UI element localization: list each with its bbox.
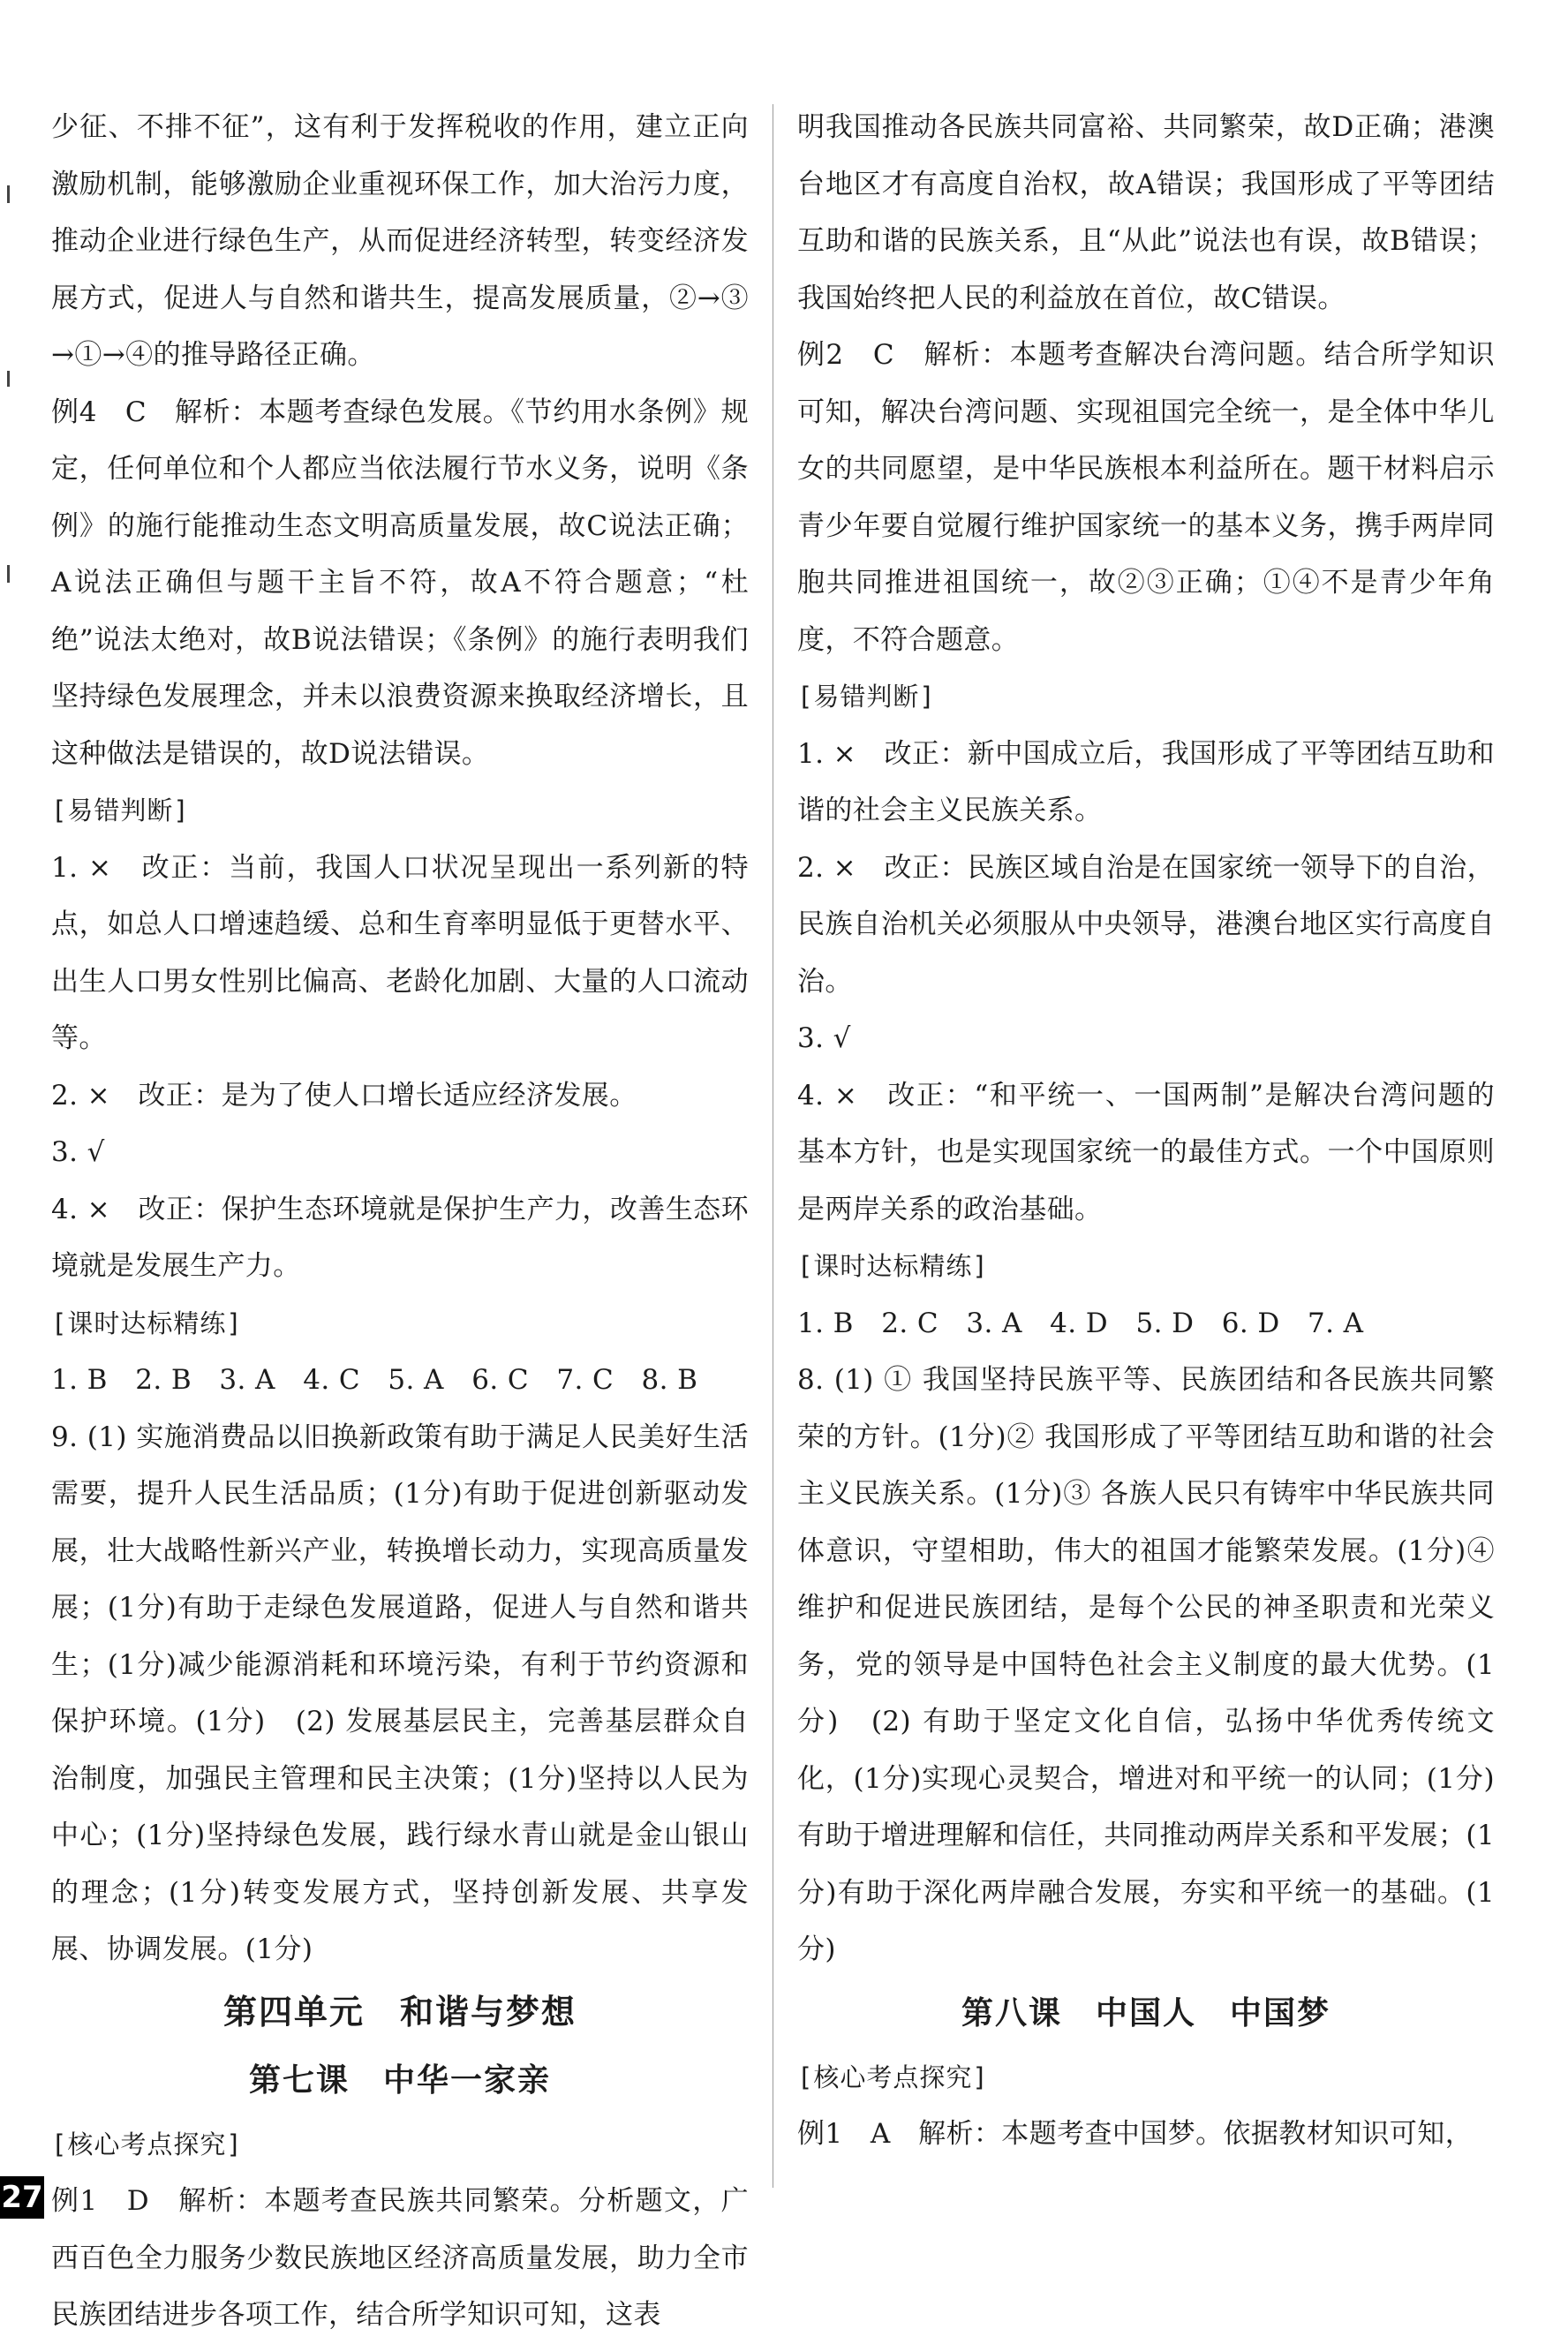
answer-key: 1. B 2. C 3. A 4. D 5. D 6. D 7. A — [797, 1307, 1364, 1339]
section-tag-errors: [ 易错判断 ] — [797, 668, 1495, 726]
section-tag-errors: [ 易错判断 ] — [51, 782, 749, 840]
left-column — [51, 99, 749, 2344]
lesson-8-title: 第八课 中国人 中国梦 — [961, 1994, 1331, 2031]
question-8-answer: 8. (1) ① 我国坚持民族平等、民族团结和各民族共同繁荣的方针。(1分)② 我国形成了平等团结互助和谐的社会主义民族关系。(1分)③ 各族人民只有铸牢中华民族共同体意识，守望相助，伟大的祖国才能繁荣发展。(1分)④ 维护和促进民族团结，是每个公民的神圣职责和光荣义务，党的领导是中国特色社会主义制度的最大优势。(1分) (2) 有助于坚定文化自信，弘扬中华优秀传统文化，(1分)实现心灵契合，增进对和平统一的认同；(1分)有助于增进理解和信任，共同推动两岸关系和平发展；(1分)有助于深化两岸融合发展，夯实和平统一的基础。(1分) — [797, 1364, 1495, 1965]
section-tag-practice: [ 课时达标精练 ] — [51, 1295, 749, 1353]
question-9-answer: 9. (1) 实施消费品以旧换新政策有助于满足人民美好生活需要，提升人民生活品质；(1分)有助于促进创新驱动发展，壮大战略性新兴产业，转换增长动力，实现高质量发展；(1分)有助于走绿色发展道路，促进人与自然和谐共生；(1分)减少能源消耗和环境污染，有利于节约资源和保护环境。(1分) (2) 发展基层民主，完善基层群众自治制度，加强民主管理和民主决策；(1分)坚持以人民为中心；(1分)坚持绿色发展，践行绿水青山就是金山银山的理念；(1分)转变发展方式，坚持创新发展、共享发展、协调发展。(1分) — [51, 1421, 749, 1965]
lesson-7-title: 第七课 中华一家亲 — [248, 2061, 551, 2099]
example-1: 例1 D 解析：本题考查民族共同繁荣。分析题文，广西百色全力服务少数民族地区经济高质量发展，助力全市民族团结进步各项工作，结合所学知识可知，这表 — [51, 2185, 749, 2331]
example-1: 例1 A 解析：本题考查中国梦。依据教材知识可知， — [797, 2118, 1474, 2150]
error-item-3: 3. √ — [797, 1022, 851, 1054]
binding-mark — [7, 371, 10, 387]
error-item-4: 4. × 改正：保护生态环境就是保护生产力，改善生态环境就是发展生产力。 — [51, 1193, 749, 1282]
example-4: 例4 C 解析：本题考查绿色发展。《节约用水条例》规定，任何单位和个人都应当依法履行节水义务，说明《条例》的施行能推动生态文明高质量发展，故C说法正确；A说法正确但与题干主旨不符，故A不符合题意；“杜绝”说法太绝对，故B说法错误；《条例》的施行表明我们坚持绿色发展理念，并未以浪费资源来换取经济增长，且这种做法是错误的，故D说法错误。 — [51, 396, 749, 770]
error-item-3: 3. √ — [51, 1136, 105, 1168]
section-tag-core: [ 核心考点探究 ] — [797, 2049, 1495, 2107]
error-item-1: 1. × 改正：当前，我国人口状况呈现出一系列新的特点，如总人口增速趋缓、总和生育率明显低于更替水平、出生人口男女性别比偏高、老龄化加剧、大量的人口流动等。 — [51, 851, 749, 1054]
answer-key: 1. B 2. B 3. A 4. C 5. A 6. C 7. C 8. B — [51, 1364, 698, 1396]
unit-title: 第四单元 和谐与梦想 — [222, 1992, 577, 2031]
section-tag-practice: [ 课时达标精练 ] — [797, 1238, 1495, 1295]
section-tag-core: [ 核心考点探究 ] — [51, 2116, 749, 2174]
continued-analysis: 少征、不排不征”，这有利于发挥税收的作用，建立正向激励机制，能够激励企业重视环保工作，加大治污力度，推动企业进行绿色生产，从而促进经济转型，转变经济发展方式，促进人与自然和谐共生，提高发展质量，②→③→①→④的推导路径正确。 — [51, 111, 749, 371]
example-2: 例2 C 解析：本题考查解决台湾问题。结合所学知识可知，解决台湾问题、实现祖国完全统一，是全体中华儿女的共同愿望，是中华民族根本利益所在。题干材料启示青少年要自觉履行维护国家统一的基本义务，携手两岸同胞共同推进祖国统一，故②③正确；①④不是青少年角度，不符合题意。 — [797, 339, 1495, 656]
binding-mark — [7, 185, 10, 203]
binding-mark — [7, 565, 10, 583]
right-column — [797, 99, 1495, 2163]
error-item-4: 4. × 改正：“和平统一、一国两制”是解决台湾问题的基本方针，也是实现国家统一的最佳方式。一个中国原则是两岸关系的政治基础。 — [797, 1079, 1495, 1225]
continued-analysis: 明我国推动各民族共同富裕、共同繁荣，故D正确；港澳台地区才有高度自治权，故A错误；我国形成了平等团结互助和谐的民族关系，且“从此”说法也有误，故B错误；我国始终把人民的利益放在首位，故C错误。 — [797, 111, 1495, 314]
error-item-2: 2. × 改正：民族区域自治是在国家统一领导下的自治，民族自治机关必须服从中央领导，港澳台地区实行高度自治。 — [797, 851, 1495, 998]
page-number: 27 — [0, 2176, 44, 2219]
error-item-2: 2. × 改正：是为了使人口增长适应经济发展。 — [51, 1079, 637, 1112]
error-item-1: 1. × 改正：新中国成立后，我国形成了平等团结互助和谐的社会主义民族关系。 — [797, 737, 1495, 826]
